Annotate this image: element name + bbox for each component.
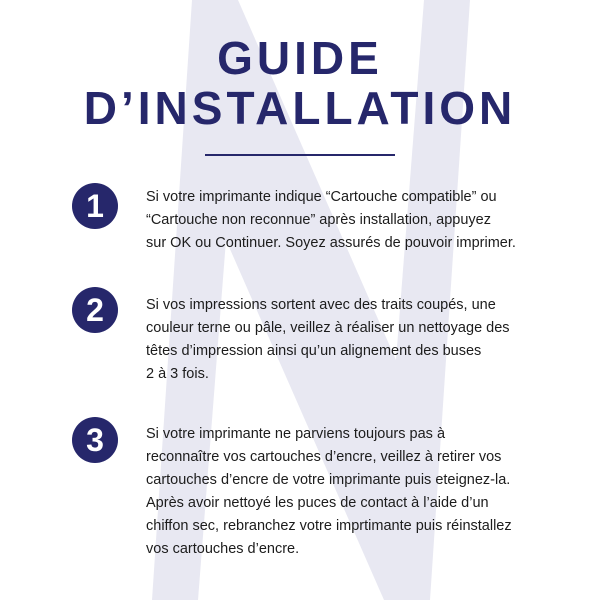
step-3-line: chiffon sec, rebranchez votre imprtimante puis réinstallez [146,518,512,534]
page-title-line-1: GUIDE [217,32,383,84]
step-2-line: Si vos impressions sortent avec des traits coupés, une [146,297,496,313]
step-2-number-badge: 2 [72,287,118,333]
step-3-line: reconnaître vos cartouches d’encre, veillez à retirer vos [146,449,502,465]
step-3-line: Si votre imprimante ne parviens toujours pas à [146,426,446,442]
step-3-line: cartouches d’encre de votre imprimante puis eteignez-la. [146,472,511,488]
page-title-line-2: D’INSTALLATION [83,82,517,134]
step-1-number-badge: 1 [72,183,118,229]
step-2-text [146,294,566,386]
step-1-line: “Cartouche non reconnue” après installation, appuyez [146,212,491,228]
step-3-text [146,423,566,561]
step-1-line: sur OK ou Continuer. Soyez assurés de pouvoir imprimer. [146,235,516,251]
step-2-line: têtes d’impression ainsi qu’un alignement des buses [146,343,482,359]
step-3-number-badge: 3 [72,417,118,463]
step-1-text [146,186,566,255]
step-3-line: vos cartouches d’encre. [146,541,300,557]
step-2-line: 2 à 3 fois. [146,366,209,382]
title-divider [205,154,395,156]
step-3-line: Après avoir nettoyé les puces de contact à l’aide d’un [146,495,489,511]
step-2-line: couleur terne ou pâle, veillez à réaliser un nettoyage des [146,320,510,336]
step-1-line: Si votre imprimante indique “Cartouche compatible” ou [146,189,497,205]
